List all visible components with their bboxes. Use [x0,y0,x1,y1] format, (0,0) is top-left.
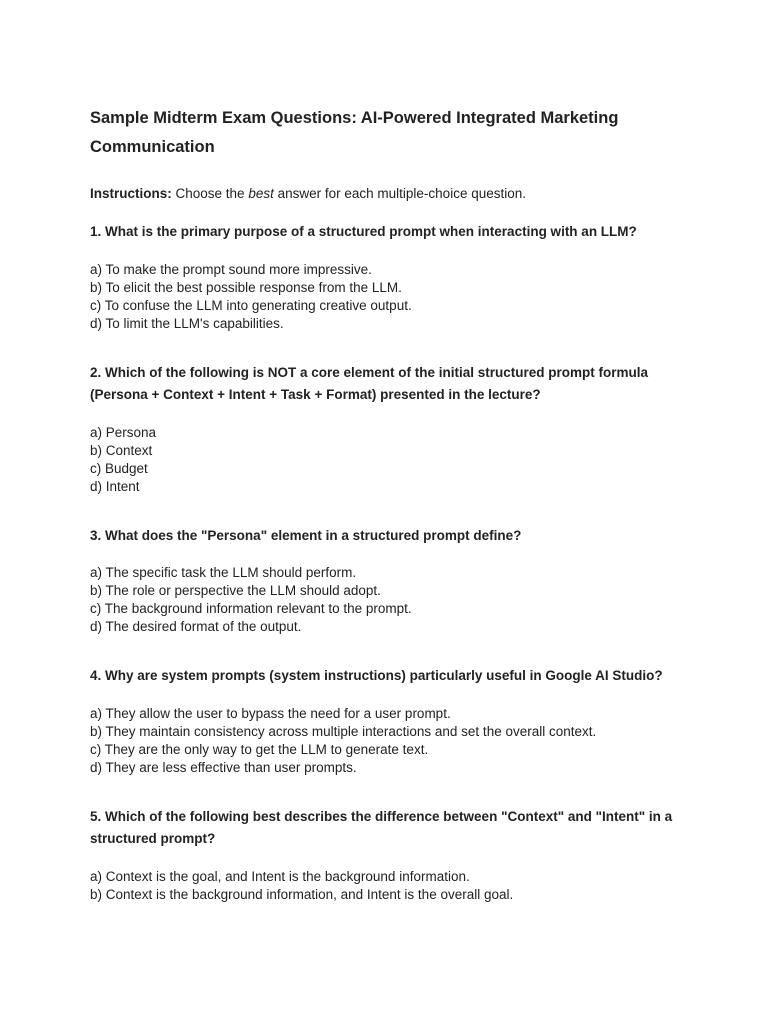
answer-option: c) Budget [90,460,148,476]
instructions-text-after: answer for each multiple-choice question. [273,186,526,201]
answer-option: c) They are the only way to get the LLM to generate text. [90,741,429,757]
answer-options [90,261,690,333]
instructions [90,185,690,203]
question-2 [90,362,690,496]
answer-option: b) Context [90,442,153,458]
answer-options [90,564,690,636]
document-title: Sample Midterm Exam Questions: AI-Powered Integrated Marketing Communication [90,109,619,156]
question-4 [90,665,690,777]
answer-option: a) To make the prompt sound more impressive. [90,261,372,277]
answer-option: b) The role or perspective the LLM should adopt. [90,583,381,598]
answer-option: b) They maintain consistency across multiple interactions and set the overall context. [90,723,597,739]
instructions-emphasis: best [248,186,274,201]
answer-option: c) To confuse the LLM into generating creative output. [90,297,412,313]
answer-option: b) To elicit the best possible response from the LLM. [90,279,402,295]
answer-option: d) Intent [90,478,140,494]
question-text: 2. Which of the following is NOT a core element of the initial structured prompt formula (Persona + Context + Intent + Task + Format) presented in the lecture? [90,364,649,402]
answer-option: d) To limit the LLM's capabilities. [90,315,284,331]
answer-option: a) They allow the user to bypass the need for a user prompt. [90,705,451,721]
instructions-label: Instructions: [90,186,172,201]
question-5 [90,806,690,904]
answer-option: d) The desired format of the output. [90,619,302,634]
answer-options [90,705,690,777]
answer-option: a) The specific task the LLM should perform. [90,565,357,580]
exam-document [90,104,690,904]
instructions-text-before: Choose the [171,186,249,201]
question-3 [90,525,690,637]
answer-options [90,424,690,496]
answer-option: a) Persona [90,424,157,440]
question-text: 5. Which of the following best describes the difference between "Context" and "Intent" in a structured prompt? [90,808,673,846]
answer-option: b) Context is the background information, and Intent is the overall goal. [90,886,514,902]
answer-option: d) They are less effective than user prompts. [90,759,357,775]
answer-option: c) The background information relevant to the prompt. [90,601,412,616]
question-text: 4. Why are system prompts (system instructions) particularly useful in Google AI Studio? [90,668,663,683]
question-text: 1. What is the primary purpose of a structured prompt when interacting with an LLM? [90,224,637,239]
answer-options [90,868,690,904]
answer-option: a) Context is the goal, and Intent is the background information. [90,868,470,884]
question-1 [90,221,690,333]
question-text: 3. What does the "Persona" element in a structured prompt define? [90,527,522,543]
